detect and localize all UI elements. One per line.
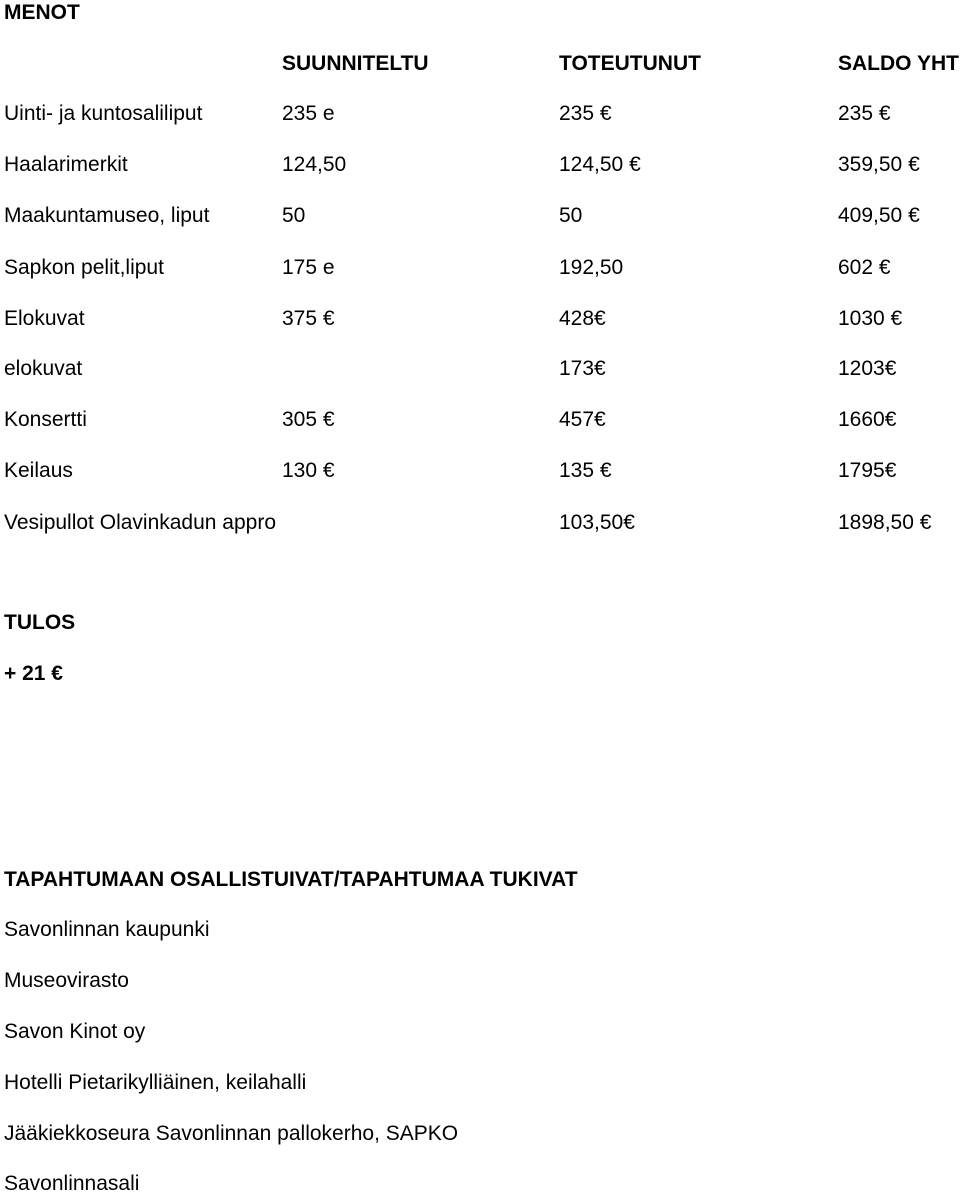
row-actual: 124,50 €	[559, 153, 641, 176]
row-actual: 235 €	[559, 102, 612, 125]
row-balance: 359,50 €	[838, 153, 920, 176]
row-planned: 130 €	[282, 459, 335, 482]
row-planned: 375 €	[282, 307, 335, 330]
column-header-planned: SUUNNITELTU	[282, 52, 429, 75]
row-actual: 428€	[559, 307, 606, 330]
list-item: Savon Kinot oy	[4, 1020, 146, 1043]
row-actual: 173€	[559, 357, 606, 380]
row-actual: 135 €	[559, 459, 612, 482]
row-actual: 192,50	[559, 256, 624, 279]
row-balance: 1203€	[838, 357, 897, 380]
row-planned: 175 e	[282, 256, 335, 279]
row-label: elokuvat	[4, 357, 83, 380]
list-item: Savonlinnan kaupunki	[4, 918, 210, 941]
row-planned: 305 €	[282, 408, 335, 431]
list-item: Jääkiekkoseura Savonlinnan pallokerho, SAPKO	[4, 1122, 459, 1145]
row-planned: 124,50	[282, 153, 347, 176]
row-balance: 602 €	[838, 256, 891, 279]
result-heading: TULOS	[4, 611, 76, 634]
list-item: Savonlinnasali	[4, 1172, 140, 1195]
row-label: Maakuntamuseo, liput	[4, 204, 210, 227]
row-label: Sapkon pelit,liput	[4, 256, 164, 279]
page-heading: MENOT	[4, 1, 80, 24]
row-label: Uinti- ja kuntosaliliput	[4, 102, 203, 125]
row-label: Konsertti	[4, 408, 87, 431]
row-actual: 50	[559, 204, 583, 227]
row-label: Haalarimerkit	[4, 153, 128, 176]
row-label: Keilaus	[4, 459, 73, 482]
row-balance: 1660€	[838, 408, 897, 431]
list-item: Museovirasto	[4, 969, 129, 992]
column-header-actual: TOTEUTUNUT	[559, 52, 701, 75]
row-balance: 409,50 €	[838, 204, 920, 227]
row-planned: 235 e	[282, 102, 335, 125]
row-balance: 1898,50 €	[838, 511, 932, 534]
row-actual: 103,50€	[559, 511, 635, 534]
list-item: Hotelli Pietarikylliäinen, keilahalli	[4, 1071, 307, 1094]
supporters-heading: TAPAHTUMAAN OSALLISTUIVAT/TAPAHTUMAA TUKIVAT	[4, 868, 578, 891]
row-balance: 235 €	[838, 102, 891, 125]
row-actual: 457€	[559, 408, 606, 431]
row-balance: 1795€	[838, 459, 897, 482]
column-header-balance: SALDO YHT	[838, 52, 959, 75]
result-value: + 21 €	[4, 662, 63, 685]
row-label: Elokuvat	[4, 307, 85, 330]
row-balance: 1030 €	[838, 307, 903, 330]
row-label: Vesipullot Olavinkadun appro	[4, 511, 277, 534]
row-planned: 50	[282, 204, 306, 227]
